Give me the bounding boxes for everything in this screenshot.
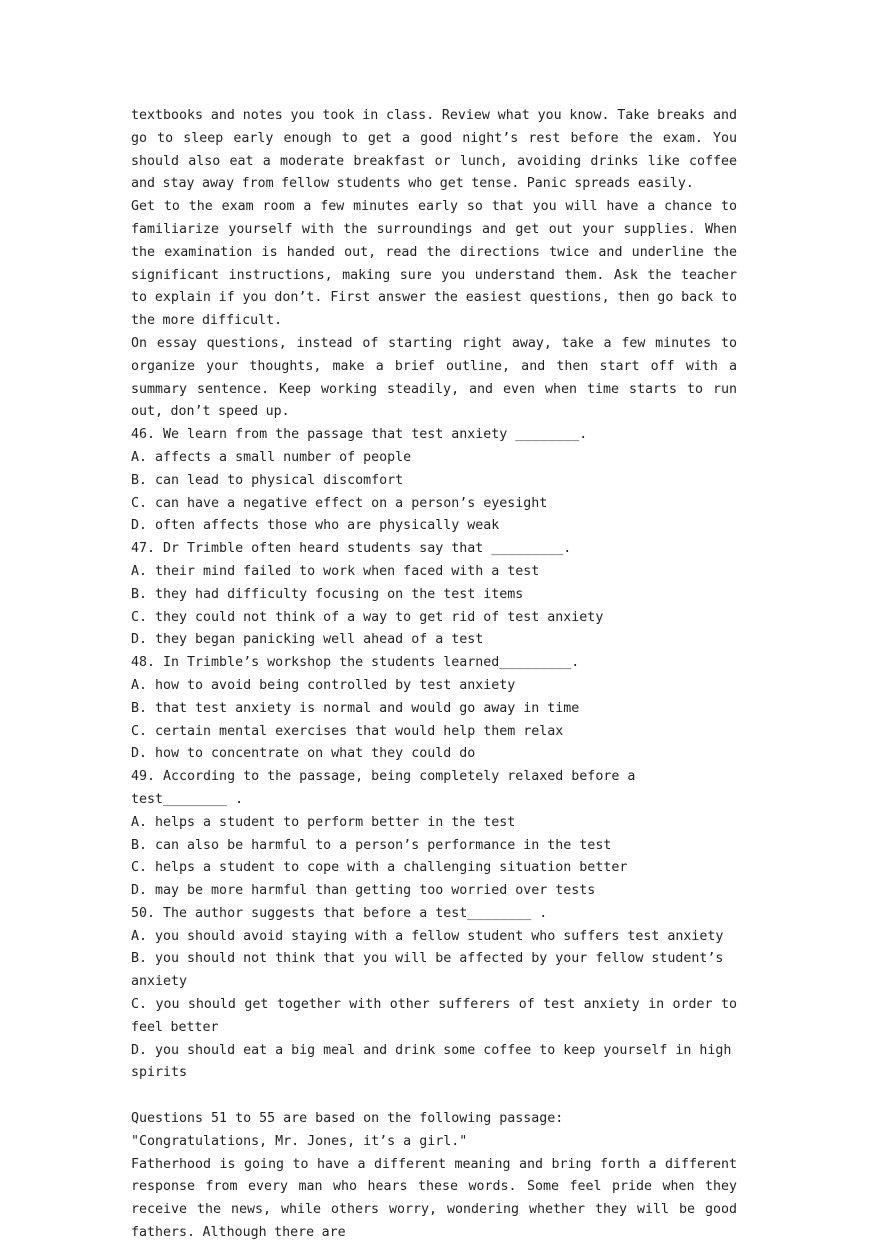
question-stem: 48. In Trimble’s workshop the students learned_________.: [131, 655, 580, 671]
question-47: [131, 538, 737, 652]
option-d: D. how to concentrate on what they could do: [131, 746, 476, 762]
option-b: B. can also be harmful to a person’s performance in the test: [131, 837, 612, 853]
question-49: [131, 766, 737, 903]
option-c: C. they could not think of a way to get rid of test anxiety: [131, 609, 604, 625]
question-46: [131, 424, 737, 538]
passage-1-paragraph-2: Get to the exam room a few minutes early so that you will have a chance to familiarize yourself with the surroundings and get out your supplies. When the examination is handed out, read the directions twice and underline the significant instructions, making sure you understand them. Ask the teacher to explain if you don’t. First answer the easiest questions, then go back to the more difficult.: [131, 199, 737, 329]
option-b: B. that test anxiety is normal and would go away in time: [131, 700, 580, 716]
question-stem: 47. Dr Trimble often heard students say that _________.: [131, 541, 572, 557]
option-a: A. helps a student to perform better in the test: [131, 814, 516, 830]
option-b: B. you should not think that you will be affected by your fellow student’s anxiety: [131, 951, 724, 990]
passage-2: [131, 1108, 737, 1245]
option-d: D. they began panicking well ahead of a test: [131, 632, 484, 648]
option-c: C. helps a student to cope with a challenging situation better: [131, 860, 628, 876]
option-a: A. their mind failed to work when faced with a test: [131, 563, 540, 579]
question-48: [131, 652, 737, 766]
option-a: A. you should avoid staying with a fellow student who suffers test anxiety: [131, 928, 724, 944]
passage-2-paragraph: Fatherhood is going to have a different meaning and bring forth a different response from every man who hears these words. Some feel pride when they receive the news, while others worry, wondering whether they will be good fathers. Although there are: [131, 1156, 737, 1241]
question-50: [131, 903, 737, 1085]
document-page: [131, 105, 737, 1245]
question-stem: 46. We learn from the passage that test anxiety ________.: [131, 427, 588, 443]
option-d: D. may be more harmful than getting too worried over tests: [131, 883, 596, 899]
option-b: B. they had difficulty focusing on the test items: [131, 586, 524, 602]
option-b: B. can lead to physical discomfort: [131, 472, 404, 488]
option-c: C. you should get together with other sufferers of test anxiety in order to feel better: [131, 997, 737, 1035]
passage-1-paragraph-3: On essay questions, instead of starting right away, take a few minutes to organize your thoughts, make a brief outline, and then start off with a summary sentence. Keep working steadily, and even when time starts to run out, don’t speed up.: [131, 335, 737, 420]
option-a: A. affects a small number of people: [131, 449, 412, 465]
option-c: C. certain mental exercises that would help them relax: [131, 723, 564, 739]
option-a: A. how to avoid being controlled by test anxiety: [131, 677, 516, 693]
passage-1-paragraph-1: textbooks and notes you took in class. Review what you know. Take breaks and go to sleep early enough to get a good night’s rest before the exam. You should also eat a moderate breakfast or lunch, avoiding drinks like coffee and stay away from fellow students who get tense. Panic spreads easily.: [131, 108, 737, 192]
option-d: D. you should eat a big meal and drink some coffee to keep yourself in high spirits: [131, 1042, 732, 1081]
question-stem: 49. According to the passage, being completely relaxed before a test________ .: [131, 769, 636, 807]
option-d: D. often affects those who are physically weak: [131, 518, 500, 534]
passage-1: [131, 105, 737, 424]
passage-2-quote: "Congratulations, Mr. Jones, it’s a girl.": [131, 1133, 468, 1149]
question-stem: 50. The author suggests that before a test________ .: [131, 905, 548, 921]
section-spacer: [131, 1085, 737, 1108]
option-c: C. can have a negative effect on a person’s eyesight: [131, 495, 548, 511]
passage-2-intro: Questions 51 to 55 are based on the following passage:: [131, 1111, 564, 1127]
